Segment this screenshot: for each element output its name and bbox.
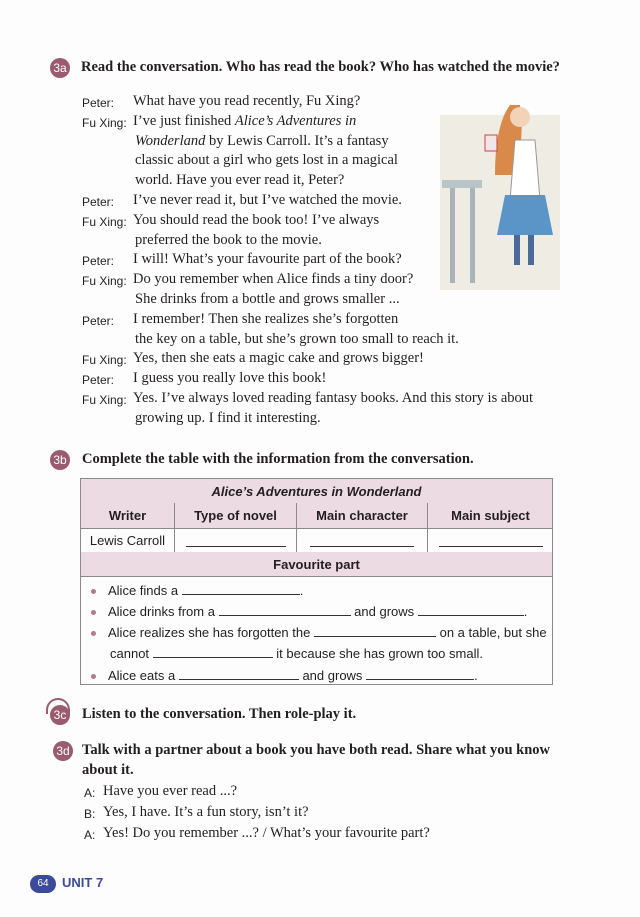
- bullet-3: Alice realizes she has forgotten the on a table, but she: [91, 624, 547, 640]
- speaker-label: Peter:: [82, 373, 115, 388]
- instruction-3d-cont: about it.: [82, 762, 134, 778]
- bullet-3-cont: cannot it because she has grown too small.: [110, 646, 483, 661]
- dialog-line: I’ve never read it, but I’ve watched the movie.: [133, 192, 402, 208]
- dialog-line: Do you remember when Alice finds a tiny door?: [133, 271, 414, 288]
- dialog-line: I guess you really love this book!: [133, 370, 327, 387]
- header-writer: Writer: [81, 503, 175, 528]
- blank[interactable]: [366, 667, 474, 680]
- dialog-line: You should read the book too! I’ve always: [133, 211, 380, 228]
- table-header-row: [81, 503, 552, 529]
- speaker-label: Fu Xing:: [82, 115, 127, 130]
- table-row: [81, 528, 552, 553]
- dialog-line: classic about a girl who gets lost in a magical: [135, 152, 398, 169]
- dialog-line: the key on a table, but she’s grown too small to reach it.: [135, 330, 459, 347]
- speaker-label: Peter:: [82, 313, 115, 328]
- subject-blank[interactable]: [428, 528, 553, 552]
- blank[interactable]: [153, 645, 273, 658]
- instruction-3c: Listen to the conversation. Then role-play it.: [82, 706, 357, 722]
- info-table: [80, 478, 553, 685]
- dialog-line: Yes! Do you remember ...? / What’s your favourite part?: [103, 825, 430, 841]
- header-character: Main character: [297, 503, 428, 528]
- dialog-line: Have you ever read ...?: [103, 783, 238, 799]
- blank[interactable]: [182, 582, 300, 595]
- dialog-line: Yes, then she eats a magic cake and grows bigger!: [133, 350, 424, 367]
- bullet-1: Alice finds a .: [91, 582, 303, 598]
- badge-3c: 3c: [50, 705, 70, 725]
- blank[interactable]: [418, 603, 524, 616]
- favourite-part-header: Favourite part: [81, 552, 552, 577]
- badge-3b: 3b: [50, 450, 70, 470]
- badge-3a: 3a: [50, 58, 70, 78]
- writer-value: Lewis Carroll: [81, 528, 175, 552]
- instruction-3d: Talk with a partner about a book you have both read. Share what you know: [82, 742, 551, 758]
- table-title: Alice’s Adventures in Wonderland: [81, 479, 552, 504]
- speaker-label: Fu Xing:: [82, 214, 127, 229]
- bullet-2: Alice drinks from a and grows .: [91, 603, 527, 619]
- badge-3d: 3d: [53, 741, 73, 761]
- dialog-line: preferred the book to the movie.: [135, 231, 322, 248]
- type-blank[interactable]: [175, 528, 297, 552]
- dialog-line: world. Have you ever read it, Peter?: [135, 172, 345, 189]
- blank[interactable]: [314, 624, 436, 637]
- speaker-label: Fu Xing:: [82, 353, 127, 368]
- header-subject: Main subject: [451, 508, 530, 523]
- unit-label: UNIT 7: [62, 875, 104, 890]
- bullet-4: Alice eats a and grows .: [91, 667, 478, 683]
- dialog-line: growing up. I find it interesting.: [135, 409, 321, 426]
- speaker-label: A:: [84, 828, 96, 842]
- speaker-label: Peter:: [82, 195, 115, 209]
- instruction-3b: Complete the table with the information from the conversation.: [82, 451, 474, 467]
- speaker-label: B:: [84, 807, 96, 821]
- dialog-line: I will! What’s your favourite part of the book?: [133, 251, 402, 268]
- dialog-line: Yes. I’ve always loved reading fantasy books. And this story is about: [133, 390, 534, 406]
- blank[interactable]: [219, 603, 351, 616]
- speaker-label: Peter:: [82, 254, 115, 269]
- dialog-line: What have you read recently, Fu Xing?: [133, 93, 361, 109]
- speaker-label: A:: [84, 786, 96, 800]
- dialog-line: She drinks from a bottle and grows smaller ...: [135, 291, 400, 307]
- instruction-3a: Read the conversation. Who has read the book? Who has watched the movie?: [81, 59, 560, 75]
- dialog-line: I’ve just finished Alice’s Adventures in: [133, 112, 357, 129]
- blank[interactable]: [179, 667, 299, 680]
- dialog-line: Yes, I have. It’s a fun story, isn’t it?: [103, 804, 309, 820]
- speaker-label: Peter:: [82, 96, 115, 110]
- dialog-line: Wonderland by Lewis Carroll. It’s a fantasy: [135, 132, 389, 149]
- speaker-label: Fu Xing:: [82, 274, 127, 289]
- page-number-badge: 64: [30, 875, 56, 893]
- alice-illustration: [440, 95, 560, 290]
- character-blank[interactable]: [297, 528, 428, 552]
- speaker-label: Fu Xing:: [82, 393, 127, 407]
- header-type: Type of novel: [175, 503, 297, 528]
- dialog-line: I remember! Then she realizes she’s forgotten: [133, 310, 399, 327]
